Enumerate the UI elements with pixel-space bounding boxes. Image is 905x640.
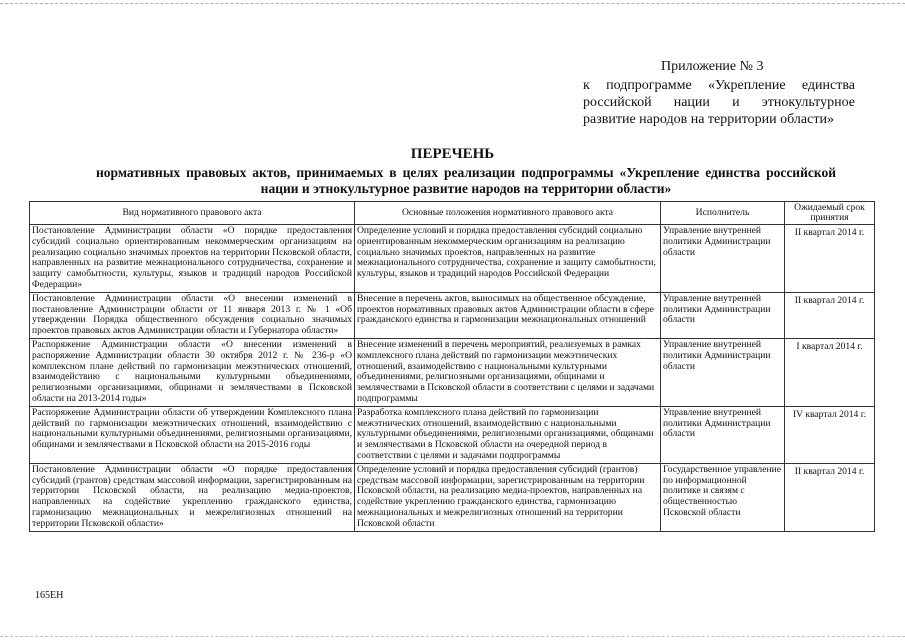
cell-executor: Управление внутренней политики Администрации области — [661, 292, 785, 338]
table-row — [30, 292, 875, 338]
cell-term: II квартал 2014 г. — [785, 225, 875, 293]
cell-act: Постановление Администрации области «О внесении изменений в постановление Администрации области от 11 января 2013 г. № 1 «Об утверждении Порядка общественного обсуждения социально значимых проектов правовых актов Администрации области и Губернатора области» — [30, 292, 355, 338]
cell-provisions: Определение условий и порядка предоставления субсидий (грантов) средствам массовой информации, зарегистрированным на территории Псковской области, на реализацию медиа-проектов, направленных на содействие укреплению гражданского единства, гармонизацию межнациональных и межрелигиозных отношений на территории Псковской области — [355, 463, 661, 531]
cell-term: I квартал 2014 г. — [785, 338, 875, 406]
appendix-text: к подпрограмме «Укрепление единства российской нации и этнокультурное развитие народов на территории области» — [583, 78, 855, 127]
acts-table — [29, 201, 875, 532]
appendix-block — [583, 58, 855, 128]
cell-act: Постановление Администрации области «О порядке предоставления субсидий (грантов) средствам массовой информации, зарегистрированным на территории Псковской области, на реализацию медиа-проектов, направленных на содействие укреплению гражданского единства, гармонизацию межнациональных и межрелигиозных отношений на территории Псковской области» — [30, 463, 355, 531]
table-row — [30, 406, 875, 463]
cell-term: IV квартал 2014 г. — [785, 406, 875, 463]
cell-provisions: Внесение в перечень актов, выносимых на общественное обсуждение, проектов нормативных правовых актов Администрации области в сфере гражданского единства и гармонизации межнациональных отношений — [355, 292, 661, 338]
cell-provisions: Внесение изменений в перечень мероприятий, реализуемых в рамках комплексного плана действий по гармонизации межэтнических отношений, взаимодействию с национальными культурными объединениями, религиозными организациями, общинами и землячествами в Псковской области в соответствии с целями и задачами подпрограммы — [355, 338, 661, 406]
cell-act: Распоряжение Администрации области об утверждении Комплексного плана действий по гармонизации межэтнических отношений, взаимодействию с национальными культурными объединениями, религиозными организациями, общинами и землячествами в Псковской области на 2015-2016 годы — [30, 406, 355, 463]
cell-executor: Государственное управление по информационной политике и связям с общественностью Псковской области — [661, 463, 785, 531]
appendix-title: Приложение № 3 — [661, 59, 764, 74]
footer-code: 165ЕН — [35, 590, 64, 601]
table-row — [30, 225, 875, 293]
header-provisions: Основные положения нормативного правового акта — [355, 202, 661, 225]
cell-act: Распоряжение Администрации области «О внесении изменений в распоряжение Администрации области 30 октября 2012 г. № 236-р «О комплексном плане действий по гармонизации межэтнических отношений, взаимодействию с национальными культурными объединениями, религиозными организациями, общинами и землячествами в Псковской области на 2013-2014 годы» — [30, 338, 355, 406]
scan-edge-top — [0, 3, 905, 4]
table-header-row — [30, 202, 875, 225]
document-title: ПЕРЕЧЕНЬ — [410, 146, 495, 162]
cell-executor: Управление внутренней политики Администрации области — [661, 406, 785, 463]
cell-term: II квартал 2014 г. — [785, 463, 875, 531]
table-row — [30, 338, 875, 406]
cell-provisions: Разработка комплексного плана действий по гармонизации межэтнических отношений, взаимодействию с национальными культурными объединениями, религиозными организациями, общинами и землячествами в Псковской области на очередной период в соответствии с целями и задачами подпрограммы — [355, 406, 661, 463]
cell-term: II квартал 2014 г. — [785, 292, 875, 338]
cell-provisions: Определение условий и порядка предоставления субсидий социально ориентированным некоммерческим организациям на реализацию социально значимых проектов, направленных на развитие межнационального сотрудничества, сохранение и защиту самобытности, культуры, языков и традиций народов Российской Федерации — [355, 225, 661, 293]
document-subtitle: нормативных правовых актов, принимаемых в целях реализации подпрограммы «Укрепление единства российской нации и этнокультурное развитие народов на территории области» — [96, 165, 836, 196]
header-term: Ожидаемый срок принятия — [785, 202, 875, 225]
header-executor: Исполнитель — [661, 202, 785, 225]
header-act-type: Вид нормативного правового акта — [30, 202, 355, 225]
cell-act: Постановление Администрации области «О порядке предоставления субсидий социально ориентированным некоммерческим организациям на реализацию социально значимых проектов на территории Псковской области, направленных на развитие межнационального сотрудничества, сохранение и защиту самобытности, культуры, языков и традиций народов Российской Федерации» — [30, 225, 355, 293]
scan-edge-bottom — [0, 636, 905, 637]
table-row — [30, 463, 875, 531]
cell-executor: Управление внутренней политики Администрации области — [661, 225, 785, 293]
cell-executor: Управление внутренней политики Администрации области — [661, 338, 785, 406]
